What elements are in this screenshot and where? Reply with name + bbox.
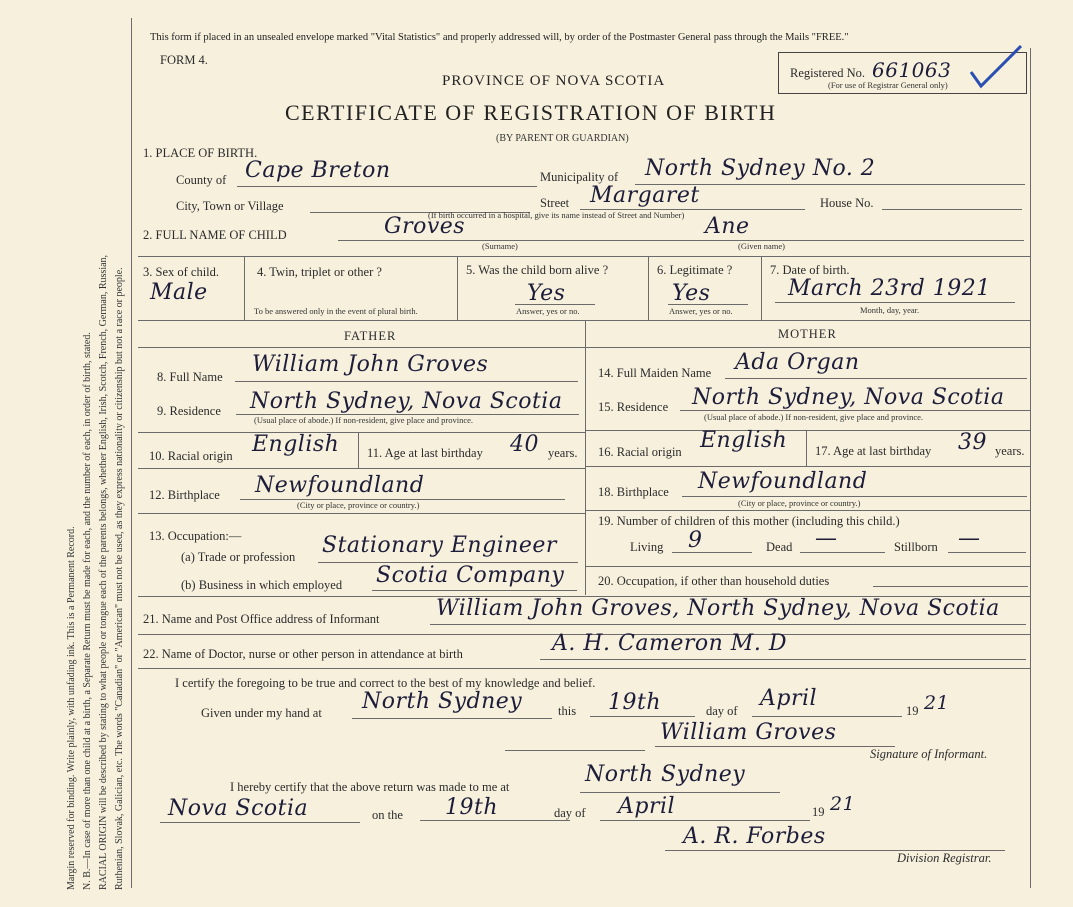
child-name-label: 2. FULL NAME OF CHILD: [143, 228, 287, 242]
father-business-label: (b) Business in which employed: [181, 578, 343, 592]
certify-day-line: [590, 716, 695, 717]
doctor-value: A. H. Cameron M. D: [552, 631, 787, 656]
box-divider-4: [761, 256, 762, 320]
registrar-note: (For use of Registrar General only): [828, 80, 948, 90]
father-residence: North Sydney, Nova Scotia: [250, 389, 563, 414]
father-name: William John Groves: [252, 352, 489, 377]
date-value: March 23rd 1921: [788, 276, 991, 301]
document-subtitle: (BY PARENT OR GUARDIAN): [496, 133, 629, 144]
twin-label: 4. Twin, triplet or other ?: [257, 265, 382, 279]
registrar-signature: A. R. Forbes: [683, 824, 826, 849]
certify-place-line: [352, 718, 552, 719]
dead-line: [800, 552, 885, 553]
stillborn-label: Stillborn: [894, 540, 938, 554]
province-heading: PROVINCE OF NOVA SCOTIA: [442, 73, 666, 89]
mother-age-label: 17. Age at last birthday: [815, 444, 932, 458]
registrar-on-label: on the: [372, 808, 403, 822]
checkmark-icon: [965, 42, 1025, 92]
county-line: [237, 186, 537, 187]
certify-day: 19th: [608, 690, 662, 715]
dead-label: Dead: [766, 540, 793, 554]
informant-value: William John Groves, North Sydney, Nova Scotia: [436, 596, 1000, 621]
mother-race: English: [700, 428, 788, 453]
signature-line: [655, 746, 895, 747]
mother-heading: MOTHER: [778, 327, 837, 341]
dead-value: —: [815, 526, 838, 551]
registrar-month: April: [618, 794, 676, 819]
margin-rule: [131, 18, 132, 888]
margin-racial-note-2: Ruthenian, Slovak, Galician, etc. The words "Canadian" or "American" must not be used, as they express nationality or citizenship but not a race or people.: [114, 267, 125, 890]
doctor-label: 22. Name of Doctor, nurse or other person in attendance at birth: [143, 647, 463, 661]
alive-line: [515, 304, 595, 305]
mother-occupation-label: 20. Occupation, if other than household duties: [598, 574, 830, 588]
mother-race-divider: [806, 430, 807, 466]
given-caption: (Given name): [738, 241, 785, 251]
mother-occupation-line: [873, 586, 1028, 587]
hospital-note: (If birth occurred in a hospital, give its name instead of Street and Number): [428, 210, 685, 220]
father-birthplace-label: 12. Birthplace: [149, 488, 220, 502]
father-name-label: 8. Full Name: [157, 370, 223, 384]
mother-children-label: 19. Number of children of this mother (including this child.): [598, 514, 900, 528]
signature-rule-left: [505, 750, 645, 751]
alive-label: 5. Was the child born alive ?: [466, 263, 609, 277]
father-birthplace: Newfoundland: [255, 473, 425, 498]
box-divider-3: [648, 256, 649, 320]
mother-residence-note: (Usual place of abode.) If non-resident, give place and province.: [704, 412, 924, 422]
street-value: Margaret: [590, 183, 700, 208]
parents-heading-rule: [138, 347, 1030, 348]
mother-occupation-rule: [585, 566, 1030, 567]
certify-month: April: [760, 686, 818, 711]
registrar-year-prefix: 19: [812, 805, 825, 819]
mother-name-line: [725, 378, 1027, 379]
place-of-birth-label: 1. PLACE OF BIRTH.: [143, 146, 258, 160]
mother-age: 39: [958, 430, 987, 455]
father-race: English: [252, 432, 340, 457]
father-age-years: years.: [548, 446, 578, 460]
date-line: [775, 302, 1015, 303]
mother-birthplace-line: [682, 496, 1027, 497]
alive-value: Yes: [527, 281, 566, 306]
father-birthplace-note: (City or place, province or country.): [297, 500, 420, 510]
stillborn-line: [948, 552, 1026, 553]
doctor-line: [540, 659, 1026, 660]
registrar-month-line: [600, 820, 810, 821]
mother-birthplace-note: (City or place, province or country.): [738, 498, 861, 508]
mother-birthplace-rule: [585, 466, 1030, 467]
sex-label: 3. Sex of child.: [143, 265, 220, 279]
margin-nb-note: N. B.—In case of more than one child at a birth, a Separate Return must be made for each, and the number of each, in order of birth, stated.: [82, 332, 93, 890]
certify-year: 21: [924, 692, 950, 714]
living-value: 9: [688, 528, 703, 553]
legitimate-label: 6. Legitimate ?: [657, 263, 733, 277]
mother-children-rule: [585, 510, 1030, 511]
mother-birthplace-label: 18. Birthplace: [598, 485, 669, 499]
registrar-dayof-label: day of: [554, 806, 586, 820]
certify-statement: I certify the foregoing to be true and correct to the best of my knowledge and belief.: [175, 676, 596, 690]
certify-dayof-label: day of: [706, 704, 738, 718]
alive-note: Answer, yes or no.: [516, 306, 580, 316]
informant-label: 21. Name and Post Office address of Informant: [143, 612, 380, 626]
registrar-caption: Division Registrar.: [897, 851, 992, 865]
twin-note: To be answered only in the event of plural birth.: [254, 306, 418, 316]
father-birthplace-rule: [138, 468, 585, 469]
legitimate-value: Yes: [672, 281, 711, 306]
registered-label: Registered No.: [790, 66, 865, 80]
registrar-day: 19th: [445, 795, 499, 820]
date-note: Month, day, year.: [860, 305, 920, 315]
child-name-line: [338, 240, 1024, 241]
county-value: Cape Breton: [245, 158, 391, 183]
certify-this-label: this: [558, 704, 577, 718]
informant-signature-caption: Signature of Informant.: [870, 747, 988, 761]
registrar-place-2: Nova Scotia: [168, 796, 309, 821]
certify-month-line: [752, 716, 902, 717]
mother-race-label: 16. Racial origin: [598, 445, 682, 459]
box-divider-2: [457, 256, 458, 320]
doctor-rule: [138, 668, 1030, 669]
mother-age-years: years.: [995, 444, 1025, 458]
father-business: Scotia Company: [376, 563, 565, 588]
municipality-value: North Sydney No. 2: [645, 156, 876, 181]
municipality-label: Municipality of: [540, 170, 619, 184]
registrar-place-1-line: [580, 792, 780, 793]
mother-birthplace: Newfoundland: [698, 469, 868, 494]
living-label: Living: [630, 540, 664, 554]
document-title: CERTIFICATE OF REGISTRATION OF BIRTH: [285, 100, 777, 125]
father-trade: Stationary Engineer: [322, 533, 557, 558]
registrar-place-2-line: [160, 822, 360, 823]
registrar-statement: I hereby certify that the above return was made to me at: [230, 780, 510, 794]
street-label: Street: [540, 196, 570, 210]
right-border: [1030, 48, 1031, 888]
father-heading: FATHER: [344, 329, 397, 343]
city-label: City, Town or Village: [176, 199, 284, 213]
county-label: County of: [176, 173, 227, 187]
mail-notice: This form if placed in an unsealed envelope marked "Vital Statistics" and properly addressed will, by order of the Postmaster General pass through the Mails "FREE.": [150, 32, 849, 43]
legitimate-note: Answer, yes or no.: [669, 306, 733, 316]
child-given-name: Ane: [705, 214, 750, 239]
margin-binding-note: Margin reserved for binding. Write plainly, with unfading ink. This is a Permanent Record.: [66, 526, 77, 890]
father-race-label: 10. Racial origin: [149, 449, 233, 463]
father-occupation-rule: [138, 513, 585, 514]
surname-caption: (Surname): [482, 241, 518, 251]
father-trade-label: (a) Trade or profession: [181, 550, 296, 564]
father-residence-note: (Usual place of abode.) If non-resident, give place and province.: [254, 415, 474, 425]
father-business-line: [372, 590, 577, 591]
row-bottom-rule: [138, 320, 1030, 321]
box-divider-1: [244, 256, 245, 320]
father-occupation-label: 13. Occupation:—: [149, 529, 242, 543]
living-line: [672, 552, 752, 553]
father-race-divider: [358, 432, 359, 468]
parents-divider: [585, 320, 586, 595]
margin-racial-note-1: RACIAL ORIGIN will be described by stating to what people or tongue each of the parents belongs, whether English, Irish, Scotch, French, German, Russian,: [98, 254, 109, 890]
informant-signature: William Groves: [660, 720, 837, 745]
mother-name-label: 14. Full Maiden Name: [598, 366, 712, 380]
house-label: House No.: [820, 196, 874, 210]
form-number: FORM 4.: [160, 53, 208, 67]
father-residence-label: 9. Residence: [157, 404, 221, 418]
child-surname: Groves: [384, 214, 466, 239]
row-top-rule: [138, 256, 1030, 257]
given-under-label: Given under my hand at: [201, 706, 322, 720]
father-name-line: [235, 381, 578, 382]
registrar-place-1: North Sydney: [585, 762, 746, 787]
registered-number: 661063: [872, 58, 952, 82]
informant-line: [430, 624, 1026, 625]
father-age-label: 11. Age at last birthday: [367, 446, 483, 460]
registrar-day-line: [420, 820, 570, 821]
mother-residence-line: [680, 410, 1030, 411]
certify-year-prefix: 19: [906, 704, 919, 718]
father-age: 40: [510, 432, 539, 457]
date-label: 7. Date of birth.: [770, 263, 850, 277]
legitimate-line: [668, 304, 748, 305]
house-line: [882, 209, 1022, 210]
mother-residence-label: 15. Residence: [598, 400, 669, 414]
mother-residence: North Sydney, Nova Scotia: [692, 385, 1005, 410]
registrar-year: 21: [830, 793, 856, 815]
certify-place: North Sydney: [362, 689, 523, 714]
mother-name: Ada Organ: [735, 350, 860, 375]
stillborn-value: —: [958, 526, 981, 551]
sex-value: Male: [150, 280, 208, 305]
